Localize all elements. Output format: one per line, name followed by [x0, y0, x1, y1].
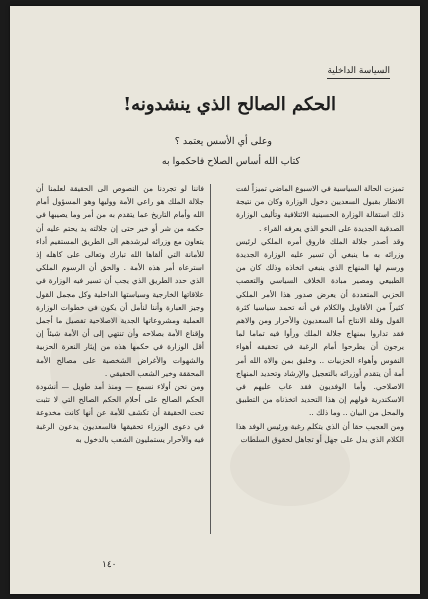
paragraph: ومن نحن أولاء نسمع — ومنذ أمد طويل — أنشودة الحكم الصالح على أحلام الحكم الصالح التي لا تثبت تحت الحقيقة أن تكشف للأمة عن أنها كانت مخدوعة في دعوى الوزراء تحقيقها فالسعديون يدعون الرغبة فيه والأحرار يستمليون الشعب بالدخول به: [36, 382, 204, 444]
page-number: ١٤٠: [102, 560, 117, 570]
paragraph: فاننا لو تجردنا من النصوص الى الحقيقة لعلمنا أن جلالة الملك هو راعي الأمة ووليها وهو المسؤول أمام الله وأمام التاريخ عما يتقدم به من أمر وما يصيبها في حكمه من شر أو خير حتى إن جلالته يد يحتم عليه أن يتعاون مع وزرائه ليرشدهم الى الطريق المستقيم أداء للأمانة التي ألقاها الله تبارك وتعالى على كاهله إذ استرعاه أمر هذه الأمة . والحق أن الرسوم الملكي الذي حدد الطريق الذي يجب أن تسير فيه الوزارة في علاقاتها الخارجية وسياستها الداخلية وكل مجمل القول وجيز العبارة وأننا لنأمل أن يكون في خطوات الوزارة العملية ومشروعاتها الجدية الاصلاحية تفصيل ما أجمل وإقناع الأمة بصلاحه وأن تنتهي إلى أن الأمة شيئاً إن أقل الوزارة في حكمها هذه من إيثار النعرة الحزبية والشهوات والأغراض الشخصية على مصالح الأمة المحققة وخير الشعب الحقيقي .: [36, 184, 204, 378]
column-divider: [210, 184, 211, 534]
article-subtitle: وعلى أي الأسس يعتمد ؟: [174, 136, 272, 147]
text-column-left: [36, 182, 204, 446]
section-heading: السياسة الداخلية: [327, 66, 390, 79]
paragraph: تميزت الحالة السياسية في الاسبوع الماضي تميزاً لفت الانظار بقبول السعديين دخول الوزارة وكان من نتيجة ذلك استقالة الوزارة الحسينية الائتلافية وتأليف الوزارة الصدقية الجديدة على النحو الذي يعرفه القراء .: [236, 184, 404, 233]
paragraph: وقد أصدر جلالة الملك فاروق أمره الملكي لرئيس وزرائه به ما ينبغي أن تسير عليه الوزارة الجديدة ورسم لها المنهاج الذي ينبغي اتخاذه وذلك كان من الطبيعي ومصير مبادة الخلاف السياسي والتعصب الحزبي المتعددة أن يعرض صدور هذا الأمر الملكي كثيراً من الأقاويل والكلام في أنه تحمد سياسيا كثرة القول وقلة الانتاج أما السعديون والأحرار ومن والاهم فقد تداروا بمنهاج جلالة الملك ورأوا فيه تماما لما يرجون أن يطرحوا أمام الرغبة في تحقيقه أهواء النفوس وأهواء الحزبيات .. وخليق بمن والاه الله أمر أمة أن يتقدم أوزرائه بالتعجيل والإرشاد وتحديد المنهاج الاصلاحي. وأما الوفديون فقد عاب عليهم في الاسكندرية قولهم إن هذا التحديد اتخذناه من التطبيق والمحل من البيان .. وما ذلك ..: [236, 236, 404, 418]
magazine-page: [10, 6, 420, 594]
text-column-right: [236, 182, 404, 446]
article-title: الحكم الصالح الذي ينشدونه!: [123, 94, 336, 115]
paragraph: ومن العجيب حقا أن الذي يتكلم رغبة ورئيس الوفد هذا الكلام الذي يدل على جهل أو تجاهل لحقوق السلطات: [236, 421, 404, 444]
article-subtitle-secondary: كتاب الله أساس الصلاح فاحكموا به: [161, 156, 300, 167]
